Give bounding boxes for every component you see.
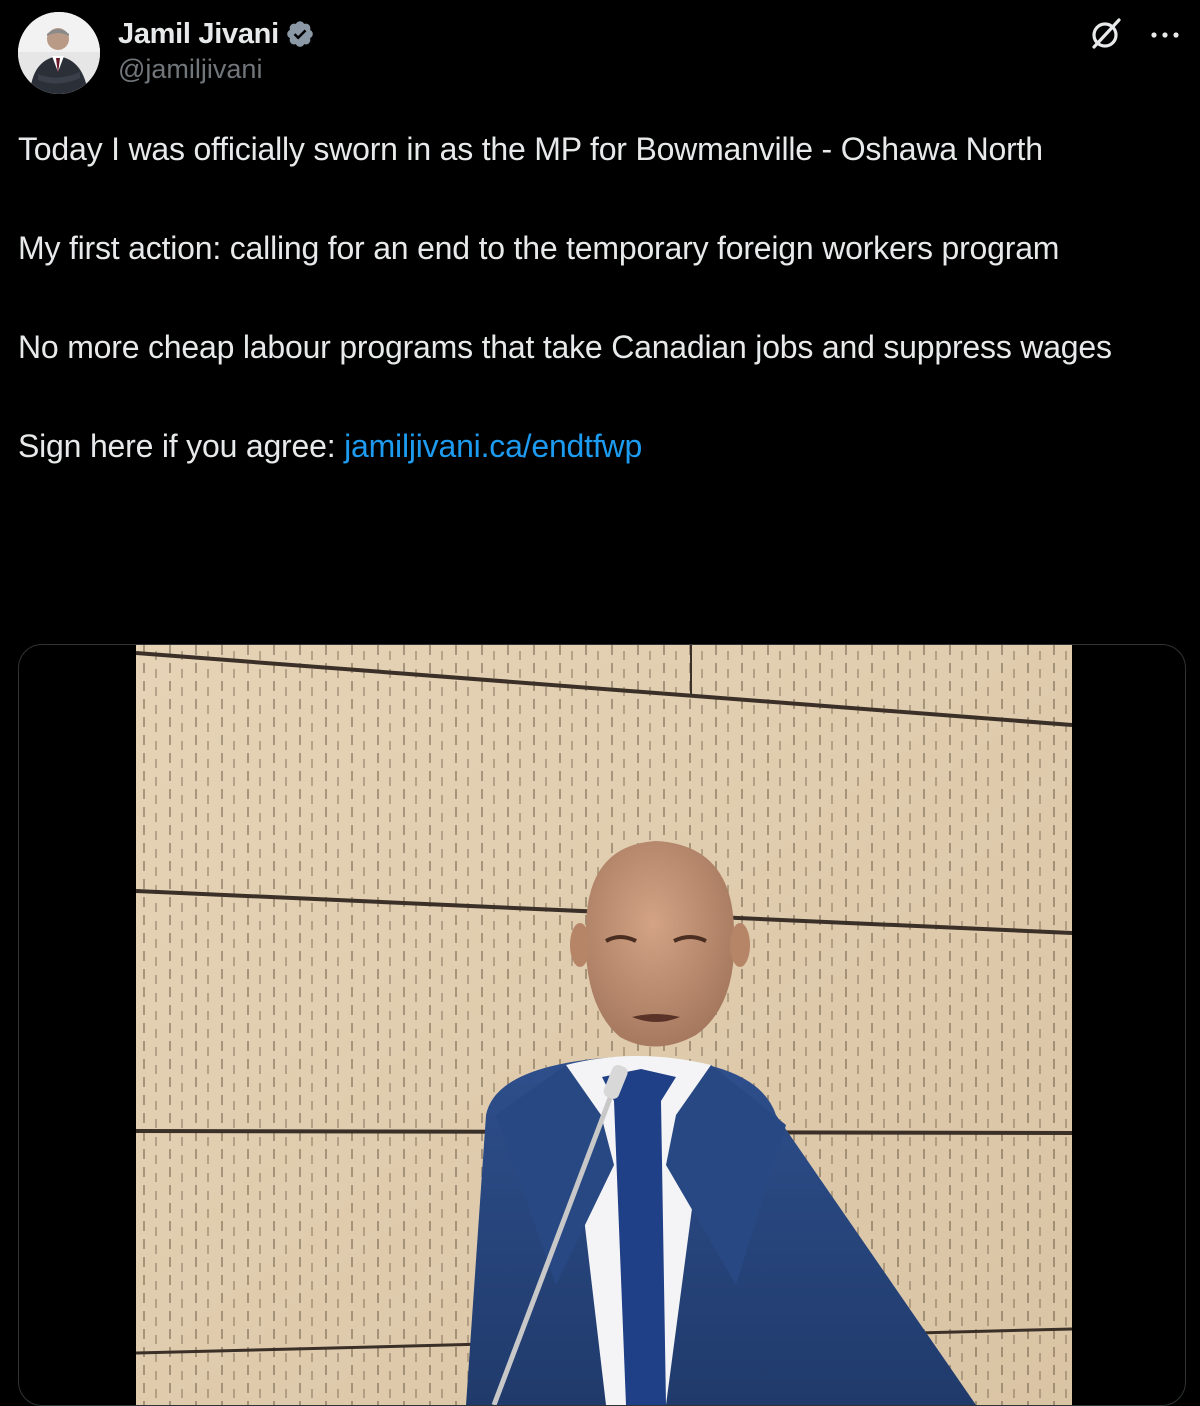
verified-badge-icon[interactable] [285,19,315,49]
avatar[interactable] [18,12,100,94]
tweet-link-prefix: Sign here if you agree: [18,428,345,464]
tweet-paragraph-2: My first action: calling for an end to the temporary foreign workers program [18,230,1060,266]
handle[interactable]: @jamiljivani [118,54,263,84]
more-icon[interactable] [1148,20,1182,50]
video-thumbnail[interactable] [136,645,1072,1405]
tweet-paragraph-3: No more cheap labour programs that take Canadian jobs and suppress wages [18,329,1112,365]
display-name[interactable]: Jamil Jivani [118,17,279,50]
tweet-paragraph-4 [18,421,1178,471]
tweet-link[interactable]: jamiljivani.ca/endtfwp [344,428,643,464]
tweet-text [18,124,1178,520]
grok-icon[interactable] [1088,16,1124,52]
display-name-row [118,16,315,52]
tweet-paragraph-1: Today I was officially sworn in as the MP for Bowmanville - Oshawa North [18,131,1043,167]
media-card[interactable] [18,644,1186,1406]
author-names [118,16,315,85]
tweet-header [18,12,1182,96]
